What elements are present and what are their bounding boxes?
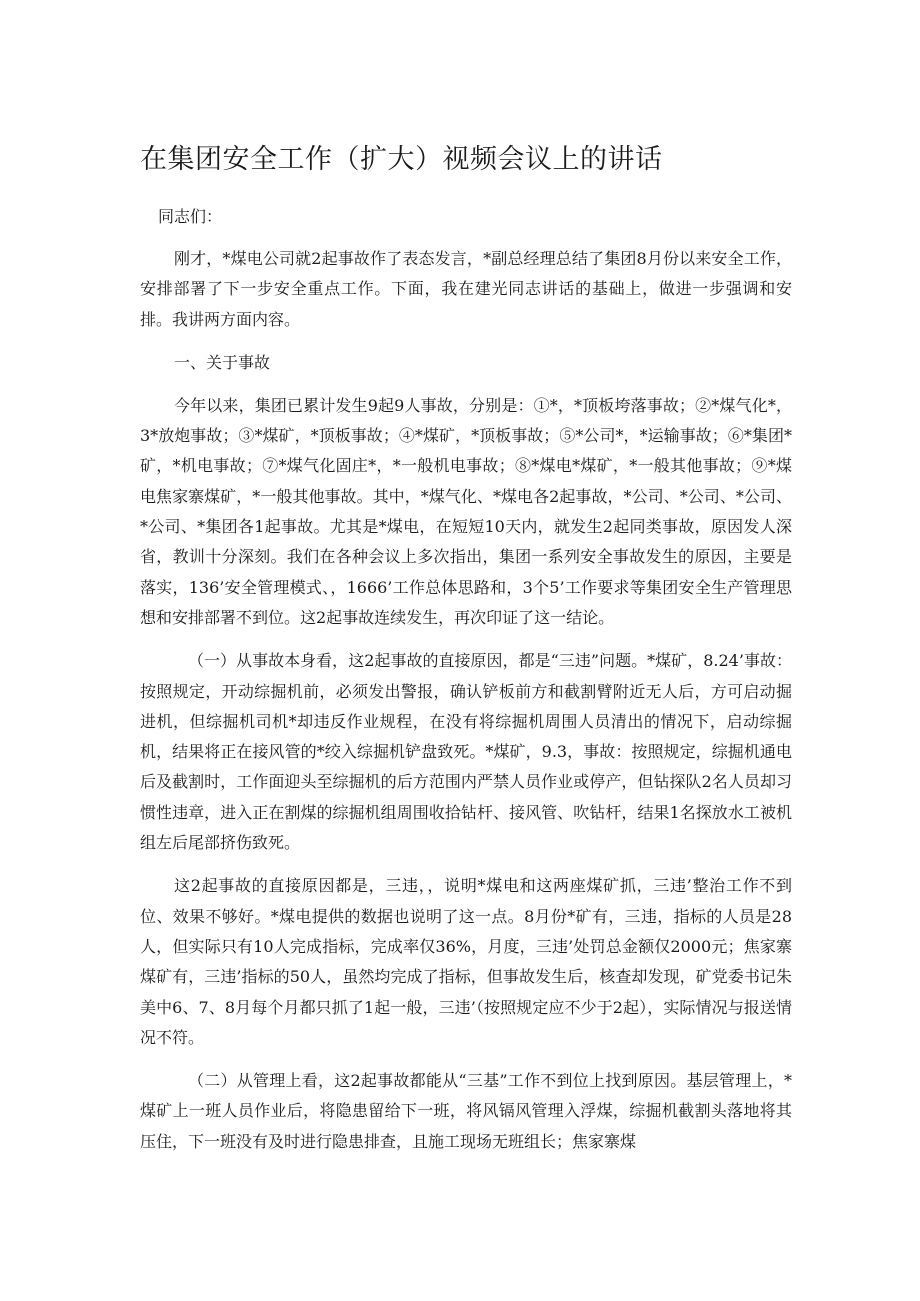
salutation: 同志们：	[158, 207, 223, 226]
document-title: 在集团安全工作（扩大）视频会议上的讲话	[140, 144, 663, 175]
paragraph-accident-summary: 今年以来，集团已累计发生9起9人事故，分别是：①*，*顶板垮落事故；②*煤气化*，3*放炮事故；③*煤矿，*顶板事故；④*煤矿，*顶板事故；⑤*公司*，*运输事故；⑥*集团*矿，*机电事故；⑦*煤气化固庄*，*一般机电事故；⑧*煤电*煤矿，*一般其他事故；⑨*煤电焦家寨煤矿，*一般其他事故。其中，*煤气化、*煤电各2起事故，*公司、*公司、*公司、*公司、*集团各1起事故。尤其是*煤电，在短短10天内，就发生2起同类事故，原因发人深省，教训十分深刻。我们在各种会议上多次指出，集团一系列安全事故发生的原因，主要是落实，136’安全管理模式、，1666’工作总体思路和，3个5’工作要求等集团安全生产管理思想和安排部署不到位。这2起事故连续发生，再次印证了这一结论。	[140, 395, 792, 627]
paragraph-opening: 刚才，*煤电公司就2起事故作了表态发言，*副总经理总结了集团8月份以来安全工作，安排部署了下一步安全重点工作。下面，我在建光同志讲话的基础上，做进一步强调和安排。我讲两方面内容。	[140, 249, 792, 329]
paragraph-three-violations: 这2起事故的直接原因都是，三违，，说明*煤电和这两座煤矿抓，三违’整治工作不到位、效果不够好。*煤电提供的数据也说明了这一点。8月份*矿有，三违，指标的人员是28人，但实际只有10人完成指标，完成率仅36%，月度，三违’处罚总金额仅2000元；焦家寨煤矿有，三违’指标的50人，虽然均完成了指标，但事故发生后，核查却发现，矿党委书记朱美中6、7、8月每个月都只抓了1起一般，三违’（按照规定应不少于2起），实际情况与报送情况不符。	[140, 876, 792, 1047]
paragraph-direct-cause: （一）从事故本身看，这2起事故的直接原因，都是“三违”问题。*煤矿，8.24’事故：按照规定，开动综掘机前，必须发出警报，确认铲板前方和截割臂附近无人后，方可启动掘进机，但综掘机司机*却违反作业规程，在没有将综掘机周围人员清出的情况下，启动综掘机，结果将正在接风管的*绞入综掘机铲盘致死。*煤矿，9.3，事故：按照规定，综掘机通电后及截割时，工作面迎头至综掘机的后方范围内严禁人员作业或停产，但钻探队2名人员却习惯性违章，进入正在割煤的综掘机组周围收拾钻杆、接风管、吹钻杆，结果1名探放水工被机组左后尾部挤伤致死。	[140, 651, 792, 853]
paragraph-management: （二）从管理上看，这2起事故都能从“三基”工作不到位上找到原因。基层管理上，*煤矿上一班人员作业后，将隐患留给下一班，将风镉风管理入浮煤，综掘机截割头落地将其压住，下一班没有及时进行隐患排查，且施工现场无班组长；焦家寨煤	[140, 1071, 792, 1151]
section-heading: 一、关于事故	[174, 352, 271, 372]
